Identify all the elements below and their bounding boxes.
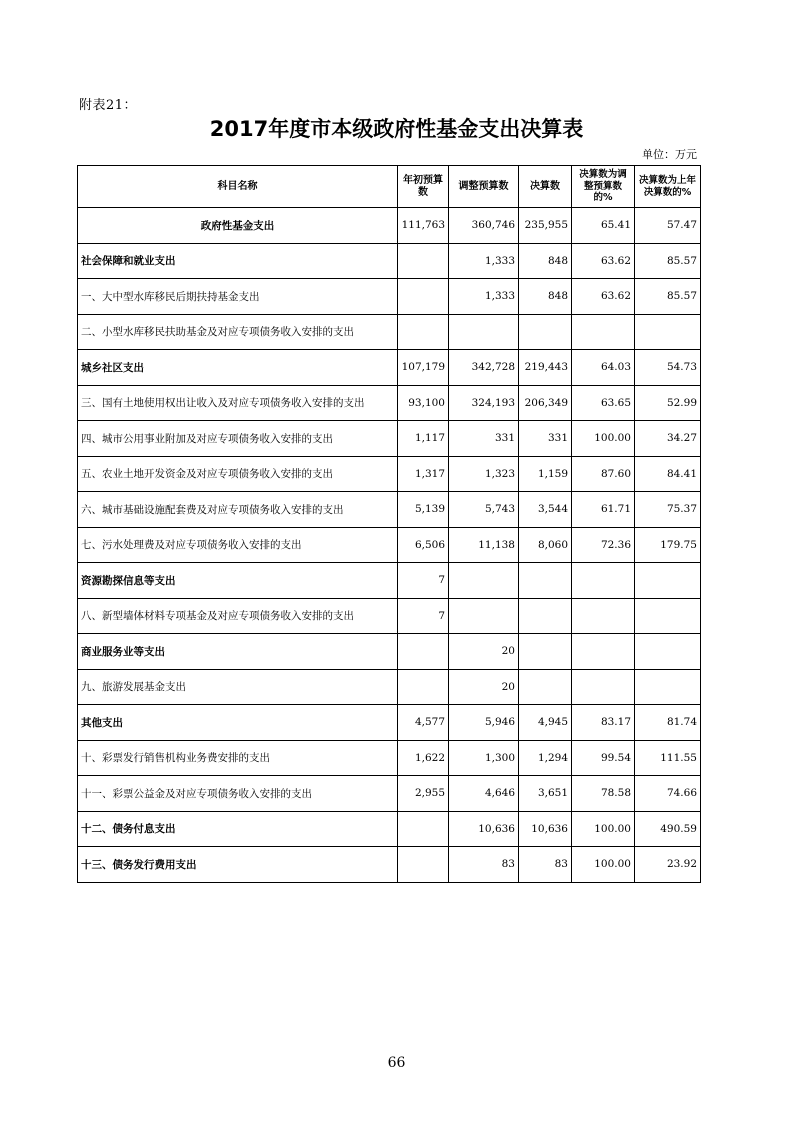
cell-pct-last-year: 54.73	[635, 350, 701, 386]
cell-initial: 2,955	[398, 776, 449, 812]
column-header-adjusted: 调整预算数	[449, 166, 519, 208]
cell-pct-adjusted: 63.65	[572, 385, 635, 421]
cell-pct-last-year: 111.55	[635, 740, 701, 776]
cell-initial	[398, 811, 449, 847]
cell-pct-adjusted: 63.62	[572, 279, 635, 315]
cell-final	[519, 598, 572, 634]
cell-initial	[398, 634, 449, 670]
cell-pct-adjusted: 83.17	[572, 705, 635, 741]
table-row	[78, 669, 701, 705]
column-header-pct-adjusted: 决算数为调整预算数的%	[572, 166, 635, 208]
cell-adjusted: 360,746	[449, 208, 519, 244]
cell-pct-adjusted: 64.03	[572, 350, 635, 386]
cell-final: 206,349	[519, 385, 572, 421]
cell-initial: 7	[398, 563, 449, 599]
row-name-cell: 资源勘探信息等支出	[78, 563, 398, 599]
cell-pct-last-year	[635, 669, 701, 705]
row-name-cell: 城乡社区支出	[78, 350, 398, 386]
cell-adjusted: 331	[449, 421, 519, 457]
cell-pct-last-year: 85.57	[635, 243, 701, 279]
cell-initial: 7	[398, 598, 449, 634]
cell-final: 235,955	[519, 208, 572, 244]
table-row	[78, 492, 701, 528]
cell-pct-adjusted: 99.54	[572, 740, 635, 776]
row-name-cell: 三、国有土地使用权出让收入及对应专项债务收入安排的支出	[78, 385, 398, 421]
unit-label: 单位：万元	[642, 148, 697, 161]
column-header-initial: 年初预算数	[398, 166, 449, 208]
cell-pct-last-year: 84.41	[635, 456, 701, 492]
cell-pct-last-year: 490.59	[635, 811, 701, 847]
row-name-cell: 四、城市公用事业附加及对应专项债务收入安排的支出	[78, 421, 398, 457]
cell-initial: 111,763	[398, 208, 449, 244]
table-row	[78, 563, 701, 599]
table-body	[78, 208, 701, 883]
cell-pct-adjusted	[572, 634, 635, 670]
cell-initial	[398, 314, 449, 350]
table-row	[78, 456, 701, 492]
cell-adjusted: 1,333	[449, 243, 519, 279]
cell-final: 1,159	[519, 456, 572, 492]
cell-adjusted: 324,193	[449, 385, 519, 421]
cell-final: 848	[519, 243, 572, 279]
cell-adjusted: 1,323	[449, 456, 519, 492]
cell-initial: 1,622	[398, 740, 449, 776]
cell-pct-adjusted: 78.58	[572, 776, 635, 812]
cell-final	[519, 634, 572, 670]
row-name-cell: 六、城市基础设施配套费及对应专项债务收入安排的支出	[78, 492, 398, 528]
row-name-cell: 五、农业土地开发资金及对应专项债务收入安排的支出	[78, 456, 398, 492]
cell-pct-last-year: 74.66	[635, 776, 701, 812]
cell-final: 8,060	[519, 527, 572, 563]
row-name-cell: 七、污水处理费及对应专项债务收入安排的支出	[78, 527, 398, 563]
row-name-cell: 九、旅游发展基金支出	[78, 669, 398, 705]
cell-adjusted: 20	[449, 669, 519, 705]
cell-pct-adjusted	[572, 598, 635, 634]
row-name-cell: 十二、债务付息支出	[78, 811, 398, 847]
table-row	[78, 421, 701, 457]
cell-pct-last-year	[635, 563, 701, 599]
cell-pct-adjusted: 100.00	[572, 811, 635, 847]
row-name-cell: 商业服务业等支出	[78, 634, 398, 670]
page-title: 2017年度市本级政府性基金支出决算表	[209, 117, 584, 141]
table-row	[78, 634, 701, 670]
cell-pct-last-year	[635, 634, 701, 670]
table-row	[78, 208, 701, 244]
row-name-cell: 社会保障和就业支出	[78, 243, 398, 279]
cell-adjusted: 1,333	[449, 279, 519, 315]
cell-adjusted	[449, 598, 519, 634]
cell-final: 848	[519, 279, 572, 315]
cell-adjusted: 5,743	[449, 492, 519, 528]
cell-initial: 1,317	[398, 456, 449, 492]
cell-adjusted: 1,300	[449, 740, 519, 776]
row-name-cell: 二、小型水库移民扶助基金及对应专项债务收入安排的支出	[78, 314, 398, 350]
cell-final	[519, 669, 572, 705]
cell-pct-last-year: 85.57	[635, 279, 701, 315]
cell-adjusted: 83	[449, 847, 519, 883]
cell-final	[519, 314, 572, 350]
cell-adjusted	[449, 314, 519, 350]
column-header-final: 决算数	[519, 166, 572, 208]
cell-pct-adjusted: 100.00	[572, 847, 635, 883]
cell-pct-adjusted	[572, 314, 635, 350]
fund-expenditure-table	[77, 165, 701, 883]
table-row	[78, 527, 701, 563]
cell-pct-last-year: 52.99	[635, 385, 701, 421]
cell-pct-last-year: 75.37	[635, 492, 701, 528]
page-number: 66	[387, 1055, 406, 1071]
table-row	[78, 705, 701, 741]
table-header-row	[78, 166, 701, 208]
cell-initial	[398, 243, 449, 279]
row-name-cell: 八、新型墙体材料专项基金及对应专项债务收入安排的支出	[78, 598, 398, 634]
row-name-cell: 其他支出	[78, 705, 398, 741]
cell-final: 219,443	[519, 350, 572, 386]
cell-final	[519, 563, 572, 599]
column-header-name: 科目名称	[78, 166, 398, 208]
cell-adjusted	[449, 563, 519, 599]
table-row	[78, 243, 701, 279]
table-row	[78, 279, 701, 315]
cell-adjusted: 5,946	[449, 705, 519, 741]
cell-final: 331	[519, 421, 572, 457]
table-row	[78, 314, 701, 350]
table-row	[78, 776, 701, 812]
cell-initial: 93,100	[398, 385, 449, 421]
cell-pct-adjusted: 72.36	[572, 527, 635, 563]
row-name-cell: 十一、彩票公益金及对应专项债务收入安排的支出	[78, 776, 398, 812]
cell-pct-adjusted	[572, 563, 635, 599]
cell-pct-last-year: 179.75	[635, 527, 701, 563]
cell-pct-last-year	[635, 598, 701, 634]
cell-pct-last-year: 34.27	[635, 421, 701, 457]
cell-pct-adjusted: 87.60	[572, 456, 635, 492]
cell-pct-adjusted: 61.71	[572, 492, 635, 528]
cell-adjusted: 11,138	[449, 527, 519, 563]
row-name-cell: 十、彩票发行销售机构业务费安排的支出	[78, 740, 398, 776]
column-header-pct-last-year: 决算数为上年决算数的%	[635, 166, 701, 208]
cell-adjusted: 20	[449, 634, 519, 670]
cell-pct-adjusted: 63.62	[572, 243, 635, 279]
cell-final: 3,651	[519, 776, 572, 812]
row-name-cell: 政府性基金支出	[78, 208, 398, 244]
cell-pct-last-year: 23.92	[635, 847, 701, 883]
appendix-label: 附表21：	[79, 98, 138, 113]
cell-initial: 107,179	[398, 350, 449, 386]
cell-adjusted: 342,728	[449, 350, 519, 386]
cell-pct-last-year: 57.47	[635, 208, 701, 244]
cell-pct-last-year	[635, 314, 701, 350]
cell-initial	[398, 279, 449, 315]
table-row	[78, 847, 701, 883]
row-name-cell: 一、大中型水库移民后期扶持基金支出	[78, 279, 398, 315]
cell-adjusted: 10,636	[449, 811, 519, 847]
table-row	[78, 740, 701, 776]
cell-pct-adjusted	[572, 669, 635, 705]
table-row	[78, 598, 701, 634]
cell-pct-adjusted: 65.41	[572, 208, 635, 244]
cell-final: 83	[519, 847, 572, 883]
cell-final: 10,636	[519, 811, 572, 847]
cell-initial	[398, 669, 449, 705]
table-row	[78, 350, 701, 386]
cell-initial: 5,139	[398, 492, 449, 528]
cell-final: 4,945	[519, 705, 572, 741]
cell-pct-adjusted: 100.00	[572, 421, 635, 457]
cell-final: 3,544	[519, 492, 572, 528]
cell-pct-last-year: 81.74	[635, 705, 701, 741]
cell-initial: 1,117	[398, 421, 449, 457]
table-row	[78, 811, 701, 847]
cell-initial	[398, 847, 449, 883]
cell-adjusted: 4,646	[449, 776, 519, 812]
table-row	[78, 385, 701, 421]
cell-initial: 6,506	[398, 527, 449, 563]
row-name-cell: 十三、债务发行费用支出	[78, 847, 398, 883]
cell-final: 1,294	[519, 740, 572, 776]
cell-initial: 4,577	[398, 705, 449, 741]
